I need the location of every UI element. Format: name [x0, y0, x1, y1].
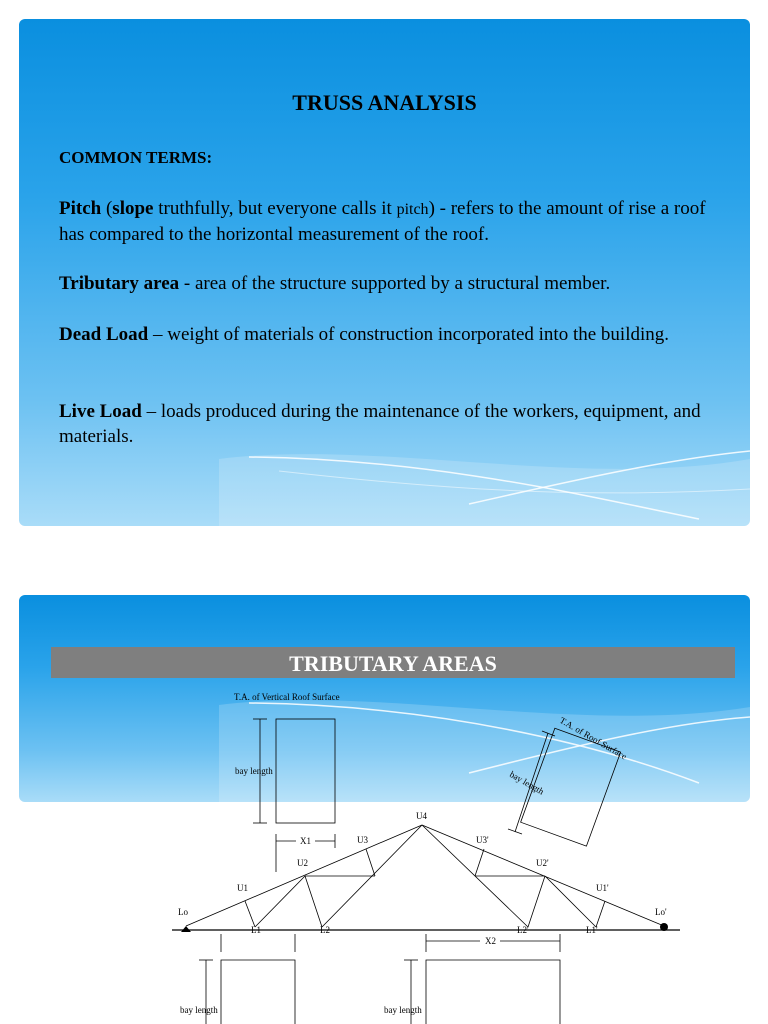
- bay-length-label: bay length: [180, 1005, 218, 1015]
- bay-length-label: bay length: [384, 1005, 422, 1015]
- term-tributary-area: Tributary area: [59, 273, 180, 294]
- node-l2p: L2': [517, 925, 529, 935]
- term-slope: slope: [112, 198, 154, 219]
- term-pitch: Pitch: [59, 198, 102, 219]
- node-l2: L2: [320, 925, 330, 935]
- pitch-definition: Pitch (slope truthfully, but everyone calls it pitch) - refers to the amount of rise a roof has compared to the horizontal measurement of the roof.: [59, 198, 706, 245]
- dead-load-definition: Dead Load – weight of materials of construction incorporated into the building.: [59, 324, 670, 345]
- x2-label: X2: [485, 936, 496, 946]
- node-lo: Lo: [178, 907, 188, 917]
- x1-label: X1: [300, 836, 311, 846]
- bay-length-label: bay length: [235, 766, 273, 776]
- tributary-definition: Tributary area - area of the structure supported by a structural member.: [59, 273, 611, 294]
- node-lop: Lo': [655, 907, 667, 917]
- ta-roof-label: T.A. of Roof Surface: [558, 715, 629, 762]
- node-u2p: U2': [536, 858, 549, 868]
- slide-title: TRIBUTARY AREAS: [51, 647, 735, 678]
- node-u1p: U1': [596, 883, 609, 893]
- node-u2: U2: [297, 858, 308, 868]
- bay-length-label: bay length: [508, 769, 546, 797]
- ta-vertical-label: T.A. of Vertical Roof Surface: [234, 692, 340, 702]
- node-l1: L1: [251, 925, 261, 935]
- section-heading: COMMON TERMS:: [59, 148, 213, 167]
- node-l1p: L1': [586, 925, 598, 935]
- node-u3: U3: [357, 835, 368, 845]
- roller-support-icon: [660, 923, 668, 931]
- slide-title: TRUSS ANALYSIS: [292, 90, 477, 115]
- node-u4: U4: [416, 811, 427, 821]
- node-u3p: U3': [476, 835, 489, 845]
- ta-vertical-box: [276, 719, 335, 823]
- live-load-definition: Live Load – loads produced during the maintenance of the workers, equipment, and materials.: [59, 401, 701, 447]
- term-dead-load: Dead Load: [59, 324, 149, 345]
- pin-support-icon: [181, 926, 191, 932]
- node-u1: U1: [237, 883, 248, 893]
- term-live-load: Live Load: [59, 401, 142, 422]
